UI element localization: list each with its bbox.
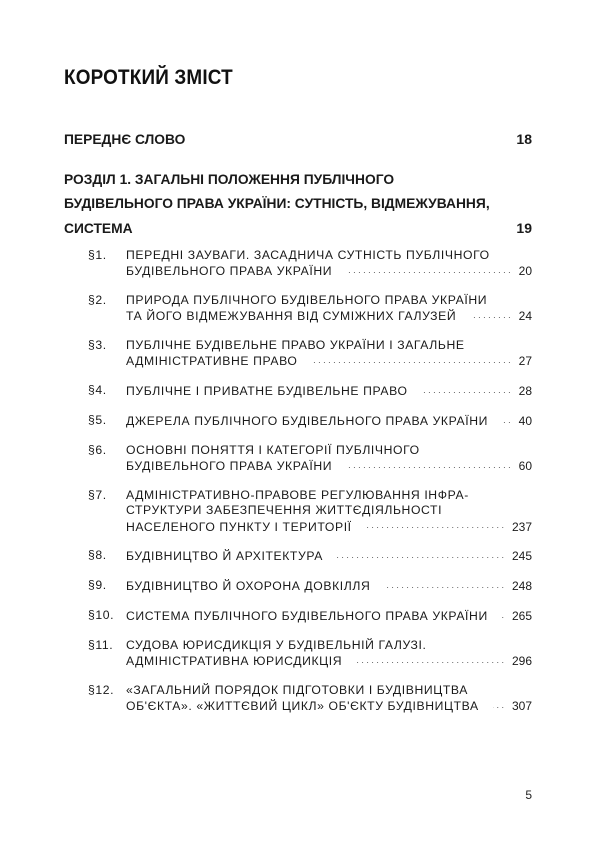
toc-section-9[interactable] — [88, 578, 532, 594]
toc-entry-label: ПРИРОДА ПУБЛІЧНОГО БУДІВЕЛЬНОГО ПРАВА УКРАЇНИ — [126, 293, 488, 307]
dot-leader — [366, 518, 504, 530]
section-number: §3. — [88, 338, 107, 352]
toc-page-number: 60 — [518, 459, 532, 474]
toc-section-3[interactable] — [88, 338, 532, 370]
toc-page-number: 248 — [511, 579, 532, 594]
toc-entry-label: СИСТЕМА — [64, 221, 133, 236]
toc-entry-label: НАСЕЛЕНОГО ПУНКТУ І ТЕРИТОРІЇ — [126, 519, 352, 534]
toc-entry-label: ОСНОВНІ ПОНЯТТЯ І КАТЕГОРІЇ ПУБЛІЧНОГО — [126, 443, 420, 457]
section-number: §5. — [88, 413, 107, 427]
dot-leader — [493, 698, 504, 710]
folio-page-number: 5 — [525, 788, 532, 802]
toc-entry-label: ДЖЕРЕЛА ПУБЛІЧНОГО БУДІВЕЛЬНОГО ПРАВА УКРАЇНИ — [126, 414, 489, 429]
toc-page-number: 265 — [511, 609, 532, 624]
toc-entry-label: СИСТЕМА ПУБЛІЧНОГО БУДІВЕЛЬНОГО ПРАВА УКРАЇНИ — [126, 609, 488, 624]
toc-entry-label: ПЕРЕДНІ ЗАУВАГИ. ЗАСАДНИЧА СУТНІСТЬ ПУБЛІЧНОГО — [126, 248, 490, 262]
toc-page-number: 27 — [518, 354, 532, 369]
toc-entry-label: БУДІВЕЛЬНОГО ПРАВА УКРАЇНИ — [126, 264, 333, 279]
section-number: §8. — [88, 548, 107, 562]
section-number: §1. — [88, 248, 107, 262]
toc-page-number: 24 — [518, 309, 532, 324]
toc-entry-chapter-1[interactable] — [64, 168, 532, 241]
dot-leader — [470, 308, 510, 320]
toc-section-10[interactable] — [88, 608, 532, 624]
toc-page-number: 40 — [518, 414, 532, 429]
section-number: §4. — [88, 383, 107, 397]
toc-entry-label: АДМІНІСТРАТИВНА ЮРИСДИКЦІЯ — [126, 654, 343, 669]
dot-leader — [312, 353, 511, 365]
toc-section-11[interactable] — [88, 638, 532, 670]
toc-section-2[interactable] — [88, 293, 532, 325]
toc-section-1[interactable] — [88, 248, 532, 280]
toc-page-number: 19 — [516, 220, 532, 236]
toc-entry-label: ТА ЙОГО ВІДМЕЖУВАННЯ ВІД СУМІЖНИХ ГАЛУЗЕЙ — [126, 309, 457, 324]
toc-section-5[interactable] — [88, 413, 532, 429]
toc-page-number: 237 — [511, 519, 532, 534]
toc-entry-label: АДМІНІСТРАТИВНЕ ПРАВО — [126, 354, 298, 369]
section-number: §10. — [88, 608, 115, 622]
toc-entry-foreword[interactable] — [64, 127, 532, 152]
toc-section-6[interactable] — [88, 443, 532, 475]
toc-page-number: 245 — [511, 549, 532, 564]
toc-entry-label: БУДІВЕЛЬНОГО ПРАВА УКРАЇНИ — [126, 459, 333, 474]
dot-leader — [147, 219, 509, 233]
dot-leader — [356, 653, 504, 665]
toc-page-number: 307 — [511, 699, 532, 714]
toc-entry-label: СУДОВА ЮРИСДИКЦІЯ У БУДІВЕЛЬНІЙ ГАЛУЗІ. — [126, 638, 427, 652]
toc-page-number: 296 — [511, 654, 532, 669]
toc-entry-label: ПЕРЕДНЄ СЛОВО — [64, 132, 186, 147]
toc-entry-label: АДМІНІСТРАТИВНО-ПРАВОВЕ РЕГУЛЮВАННЯ ІНФРА- — [126, 488, 469, 502]
section-number: §9. — [88, 578, 107, 592]
toc-page-number: 28 — [518, 384, 532, 399]
toc-section-4[interactable] — [88, 383, 532, 399]
dot-leader — [502, 608, 504, 620]
toc-entry-label: РОЗДІЛ 1. ЗАГАЛЬНІ ПОЛОЖЕННЯ ПУБЛІЧНОГО — [64, 172, 395, 187]
dot-leader — [384, 578, 504, 590]
dot-leader — [346, 458, 511, 470]
toc-section-7[interactable] — [88, 488, 532, 535]
dot-leader — [502, 413, 511, 425]
toc-entry-label: «ЗАГАЛЬНИЙ ПОРЯДОК ПІДГОТОВКИ І БУДІВНИЦТВА — [126, 683, 468, 697]
toc-page-number: 18 — [516, 131, 532, 147]
page-title: КОРОТКИЙ ЗМІСТ — [64, 66, 233, 89]
toc-entry-label: ПУБЛІЧНЕ І ПРИВАТНЕ БУДІВЕЛЬНЕ ПРАВО — [126, 384, 408, 399]
toc-page-number: 20 — [518, 264, 532, 279]
toc-entry-label: БУДІВЕЛЬНОГО ПРАВА УКРАЇНИ: СУТНІСТЬ, ВІДМЕЖУВАННЯ, — [64, 196, 490, 211]
dot-leader — [199, 130, 508, 144]
toc-entry-label: СТРУКТУРИ ЗАБЕЗПЕЧЕННЯ ЖИТТЄДІЯЛЬНОСТІ — [126, 503, 443, 518]
section-number: §11. — [88, 638, 114, 652]
toc-entry-label: ПУБЛІЧНЕ БУДІВЕЛЬНЕ ПРАВО УКРАЇНИ І ЗАГАЛЬНЕ — [126, 338, 465, 352]
toc-section-8[interactable] — [88, 548, 532, 564]
toc-section-12[interactable] — [88, 683, 532, 715]
section-number: §2. — [88, 293, 107, 307]
section-number: §7. — [88, 488, 107, 502]
toc-entry-label: БУДІВНИЦТВО Й ОХОРОНА ДОВКІЛЛЯ — [126, 579, 371, 594]
section-number: §12. — [88, 683, 115, 697]
toc-entry-label: ОБ'ЄКТА». «ЖИТТЄВИЙ ЦИКЛ» ОБ'ЄКТУ БУДІВНИЦТВА — [126, 699, 479, 714]
toc-entry-label: БУДІВНИЦТВО Й АРХІТЕКТУРА — [126, 549, 323, 564]
dot-leader — [337, 548, 504, 560]
section-number: §6. — [88, 443, 107, 457]
dot-leader — [422, 383, 511, 395]
dot-leader — [346, 263, 511, 275]
